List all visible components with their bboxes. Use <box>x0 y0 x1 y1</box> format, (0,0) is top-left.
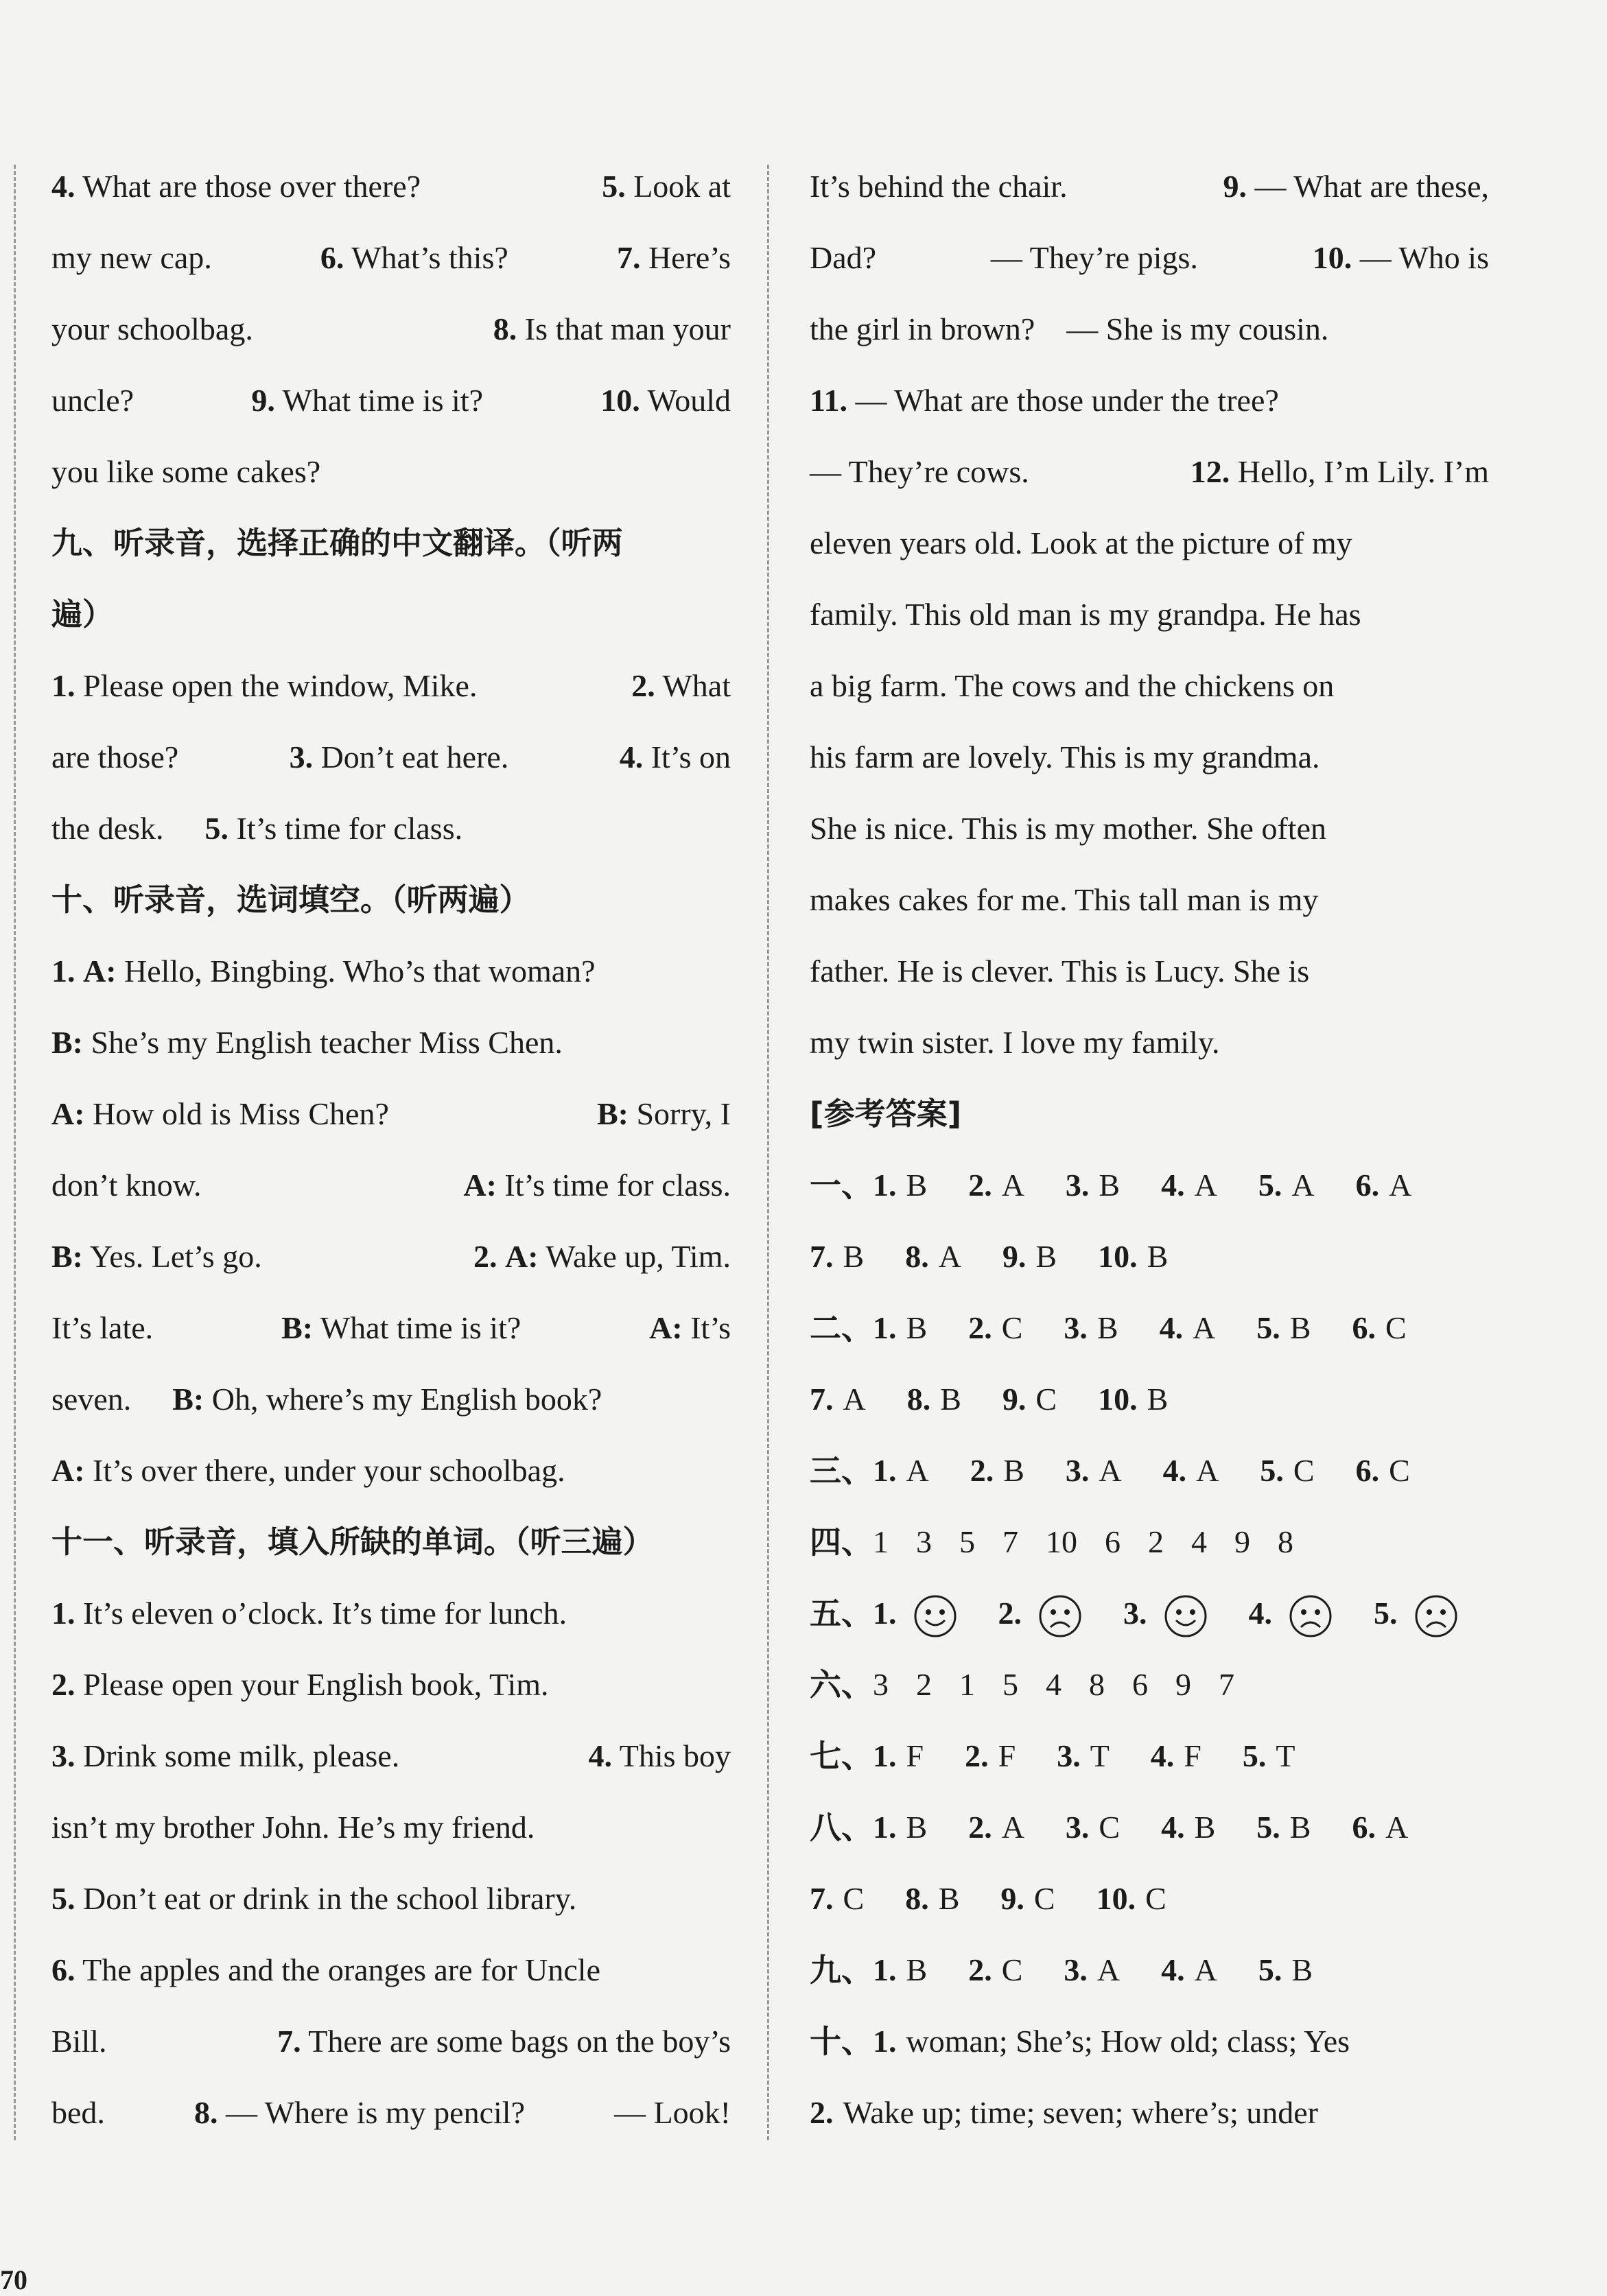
text-line: Dad? — They’re pigs. 10. — Who is <box>810 240 1489 275</box>
answer-item: 6 <box>1105 1524 1121 1559</box>
answer-row <box>810 1863 1489 1934</box>
answer-item: 6. C <box>1352 1310 1407 1345</box>
answer-item: 5. <box>1374 1578 1458 1649</box>
answer-item: 3 <box>916 1524 932 1559</box>
answer-item: 9. C <box>1002 1382 1057 1417</box>
text-line: 1. A: Hello, Bingbing. Who’s that woman? <box>51 954 596 989</box>
answer-row <box>810 1150 1489 1221</box>
text-line: don’t know. A: It’s time for class. <box>51 1168 731 1203</box>
answer-item: 9. C <box>1000 1881 1055 1916</box>
answer-item: 7. B <box>810 1239 865 1274</box>
answer-item: 1. B <box>873 1310 928 1345</box>
answer-section-number: 三、 <box>810 1452 873 1489</box>
smiley-face-icon <box>913 1594 957 1638</box>
column-divider-middle <box>767 165 769 2140</box>
answer-row <box>810 1792 1489 1863</box>
text-line: 1. Please open the window, Mike. 2. What <box>51 668 731 703</box>
answer-item: 1. B <box>873 1810 928 1845</box>
answer-row <box>810 1435 1489 1506</box>
answer-item: 2. F <box>965 1738 1016 1773</box>
answer-item: 3. A <box>1064 1952 1121 1987</box>
answer-section-number: 五、 <box>810 1595 873 1632</box>
section-heading: 九、听录音，选择正确的中文翻译。（听两 <box>51 525 623 561</box>
answer-row <box>810 1649 1489 1720</box>
answer-row <box>810 2077 1489 2149</box>
answer-row <box>810 1506 1489 1578</box>
answer-row <box>810 1578 1489 1649</box>
answer-item: 4. A <box>1161 1168 1217 1203</box>
answer-item: 4 <box>1046 1667 1061 1702</box>
answer-item: 1. <box>873 1578 957 1649</box>
section-heading: 十一、听录音，填入所缺的单词。（听三遍） <box>51 1524 654 1560</box>
answer-item: 9 <box>1175 1667 1191 1702</box>
text-line: the girl in brown? — She is my cousin. <box>810 311 1329 346</box>
column-divider-left <box>14 165 16 2140</box>
answer-row <box>810 1934 1489 2006</box>
answer-section-number: 四、 <box>810 1524 873 1561</box>
sad-face-icon <box>1414 1594 1458 1638</box>
answer-item: 5. B <box>1256 1310 1311 1345</box>
answer-item: 2. A <box>968 1168 1024 1203</box>
answer-item: 3. B <box>1064 1310 1118 1345</box>
answer-item: 9. B <box>1002 1239 1057 1274</box>
answer-item: 10 <box>1046 1524 1077 1559</box>
answer-item: 7 <box>1219 1667 1234 1702</box>
answer-item: 1. F <box>873 1738 924 1773</box>
answer-item: 7. C <box>810 1881 865 1916</box>
text-line: my twin sister. I love my family. <box>810 1025 1220 1060</box>
text-line: 2. Please open your English book, Tim. <box>51 1667 549 1702</box>
answer-item: 3 <box>873 1667 889 1702</box>
answer-item: 4. A <box>1161 1952 1217 1987</box>
sad-face-icon <box>1289 1594 1333 1638</box>
answer-item: 8. B <box>905 1881 960 1916</box>
answer-section-number: 九、 <box>810 1952 873 1989</box>
answer-row <box>810 1292 1489 1364</box>
text-line: uncle? 9. What time is it? 10. Would <box>51 383 731 418</box>
answer-item: 6 <box>1132 1667 1148 1702</box>
text-line: B: She’s my English teacher Miss Chen. <box>51 1025 563 1060</box>
answer-item: 2. A <box>968 1810 1024 1845</box>
answer-item: 1 <box>873 1524 889 1559</box>
answer-item: 5. A <box>1258 1168 1315 1203</box>
answer-item: 4 <box>1191 1524 1207 1559</box>
answer-item: 4. A <box>1162 1453 1219 1488</box>
answer-item: 10. B <box>1098 1382 1169 1417</box>
text-line: She is nice. This is my mother. She often <box>810 811 1326 846</box>
text-line: B: Yes. Let’s go. 2. A: Wake up, Tim. <box>51 1239 731 1274</box>
answer-item: 2. B <box>970 1453 1024 1488</box>
text-line: 3. Drink some milk, please. 4. This boy <box>51 1738 731 1773</box>
text-line: 11. — What are those under the tree? <box>810 383 1279 418</box>
text-line: eleven years old. Look at the picture of my <box>810 525 1352 560</box>
section-heading: 十、听录音，选词填空。（听两遍） <box>51 881 530 918</box>
answer-item: 8 <box>1278 1524 1293 1559</box>
answer-item: 1. A <box>873 1453 929 1488</box>
answer-item: 5 <box>1002 1667 1018 1702</box>
answer-item: 4. <box>1249 1578 1333 1649</box>
answer-item: 1. B <box>873 1168 928 1203</box>
text-line: father. He is clever. This is Lucy. She is <box>810 954 1310 989</box>
answer-item: 3. <box>1123 1578 1208 1649</box>
answer-section-number: 二、 <box>810 1310 873 1347</box>
answer-row <box>810 1221 1489 1292</box>
answer-item: 7 <box>1002 1524 1018 1559</box>
answer-item: 1. B <box>873 1952 928 1987</box>
text-line: 4. What are those over there? 5. Look at <box>51 169 731 204</box>
answer-item: 2 <box>1148 1524 1164 1559</box>
answer-section-number: 七、 <box>810 1738 873 1775</box>
text-line: — They’re cows. 12. Hello, I’m Lily. I’m <box>810 454 1489 489</box>
text-line: 5. Don’t eat or drink in the school library. <box>51 1881 577 1916</box>
text-line: his farm are lovely. This is my grandma. <box>810 739 1320 774</box>
answer-item: 4. A <box>1159 1310 1216 1345</box>
text-line: makes cakes for me. This tall man is my <box>810 882 1319 917</box>
answer-item: 2. <box>998 1578 1083 1649</box>
answer-item: 10. C <box>1096 1881 1166 1916</box>
text-line: a big farm. The cows and the chickens on <box>810 668 1335 703</box>
text-line: you like some cakes? <box>51 454 321 489</box>
left-column <box>51 151 731 2149</box>
answer-item: 9 <box>1234 1524 1250 1559</box>
text-line: seven. B: Oh, where’s my English book? <box>51 1382 602 1417</box>
text-line: the desk. 5. It’s time for class. <box>51 811 463 846</box>
answer-row <box>810 1364 1489 1435</box>
answer-item: 8. B <box>906 1382 961 1417</box>
answer-item: 5. B <box>1258 1952 1313 1987</box>
answer-section-number: 一、 <box>810 1167 873 1204</box>
answer-item: 10. B <box>1098 1239 1169 1274</box>
text-line: bed. 8. — Where is my pencil? — Look! <box>51 2095 731 2130</box>
answer-row <box>810 1720 1489 1792</box>
answer-item: 4. F <box>1150 1738 1201 1773</box>
answer-item: 2. Wake up; time; seven; where’s; under <box>810 2095 1318 2130</box>
answer-item: 6. A <box>1355 1168 1412 1203</box>
text-line: 6. The apples and the oranges are for Uncle <box>51 1952 600 1987</box>
text-line: family. This old man is my grandpa. He has <box>810 597 1361 632</box>
text-line: It’s behind the chair. 9. — What are these, <box>810 169 1489 204</box>
answer-item: 5. C <box>1260 1453 1315 1488</box>
text-line: A: How old is Miss Chen? B: Sorry, I <box>51 1096 731 1131</box>
text-line: It’s late. B: What time is it? A: It’s <box>51 1310 731 1345</box>
text-line: Bill. 7. There are some bags on the boy’s <box>51 2024 731 2059</box>
text-line: isn’t my brother John. He’s my friend. <box>51 1810 535 1845</box>
answer-item: 5. T <box>1242 1738 1295 1773</box>
page-number: 70 <box>0 2264 27 2295</box>
answer-item: 2. C <box>968 1310 1023 1345</box>
answer-row <box>810 2006 1489 2077</box>
text-line: are those? 3. Don’t eat here. 4. It’s on <box>51 739 731 774</box>
answer-item: 3. T <box>1057 1738 1110 1773</box>
answer-item: 1 <box>959 1667 975 1702</box>
answer-item: 8. A <box>905 1239 961 1274</box>
text-line: your schoolbag. 8. Is that man your <box>51 311 731 346</box>
sad-face-icon <box>1038 1594 1082 1638</box>
answer-item: 5. B <box>1256 1810 1311 1845</box>
answer-section-number: 十、 <box>810 2023 873 2060</box>
text-line: 1. It’s eleven o’clock. It’s time for lunch. <box>51 1596 567 1631</box>
answer-item: 3. A <box>1065 1453 1122 1488</box>
answer-item: 6. C <box>1355 1453 1410 1488</box>
section-heading: 遍） <box>51 596 114 632</box>
answer-item: 5 <box>959 1524 975 1559</box>
answer-item: 2. C <box>968 1952 1023 1987</box>
right-column <box>810 151 1489 2149</box>
answer-item: 2 <box>916 1667 932 1702</box>
smiley-face-icon <box>1164 1594 1208 1638</box>
text-line: my new cap. 6. What’s this? 7. Here’s <box>51 240 731 275</box>
answer-key-heading: [参考答案] <box>810 1096 962 1132</box>
text-line: A: It’s over there, under your schoolbag. <box>51 1453 565 1488</box>
answer-item: 3. C <box>1065 1810 1121 1845</box>
answer-item: 6. A <box>1352 1810 1409 1845</box>
answer-item: 3. B <box>1065 1168 1121 1203</box>
answer-section-number: 六、 <box>810 1666 873 1703</box>
answer-item: 8 <box>1089 1667 1105 1702</box>
answer-section-number: 八、 <box>810 1809 873 1846</box>
answer-item: 4. B <box>1161 1810 1216 1845</box>
answer-item: 7. A <box>810 1382 866 1417</box>
answer-item: 1. woman; She’s; How old; class; Yes <box>873 2024 1350 2059</box>
